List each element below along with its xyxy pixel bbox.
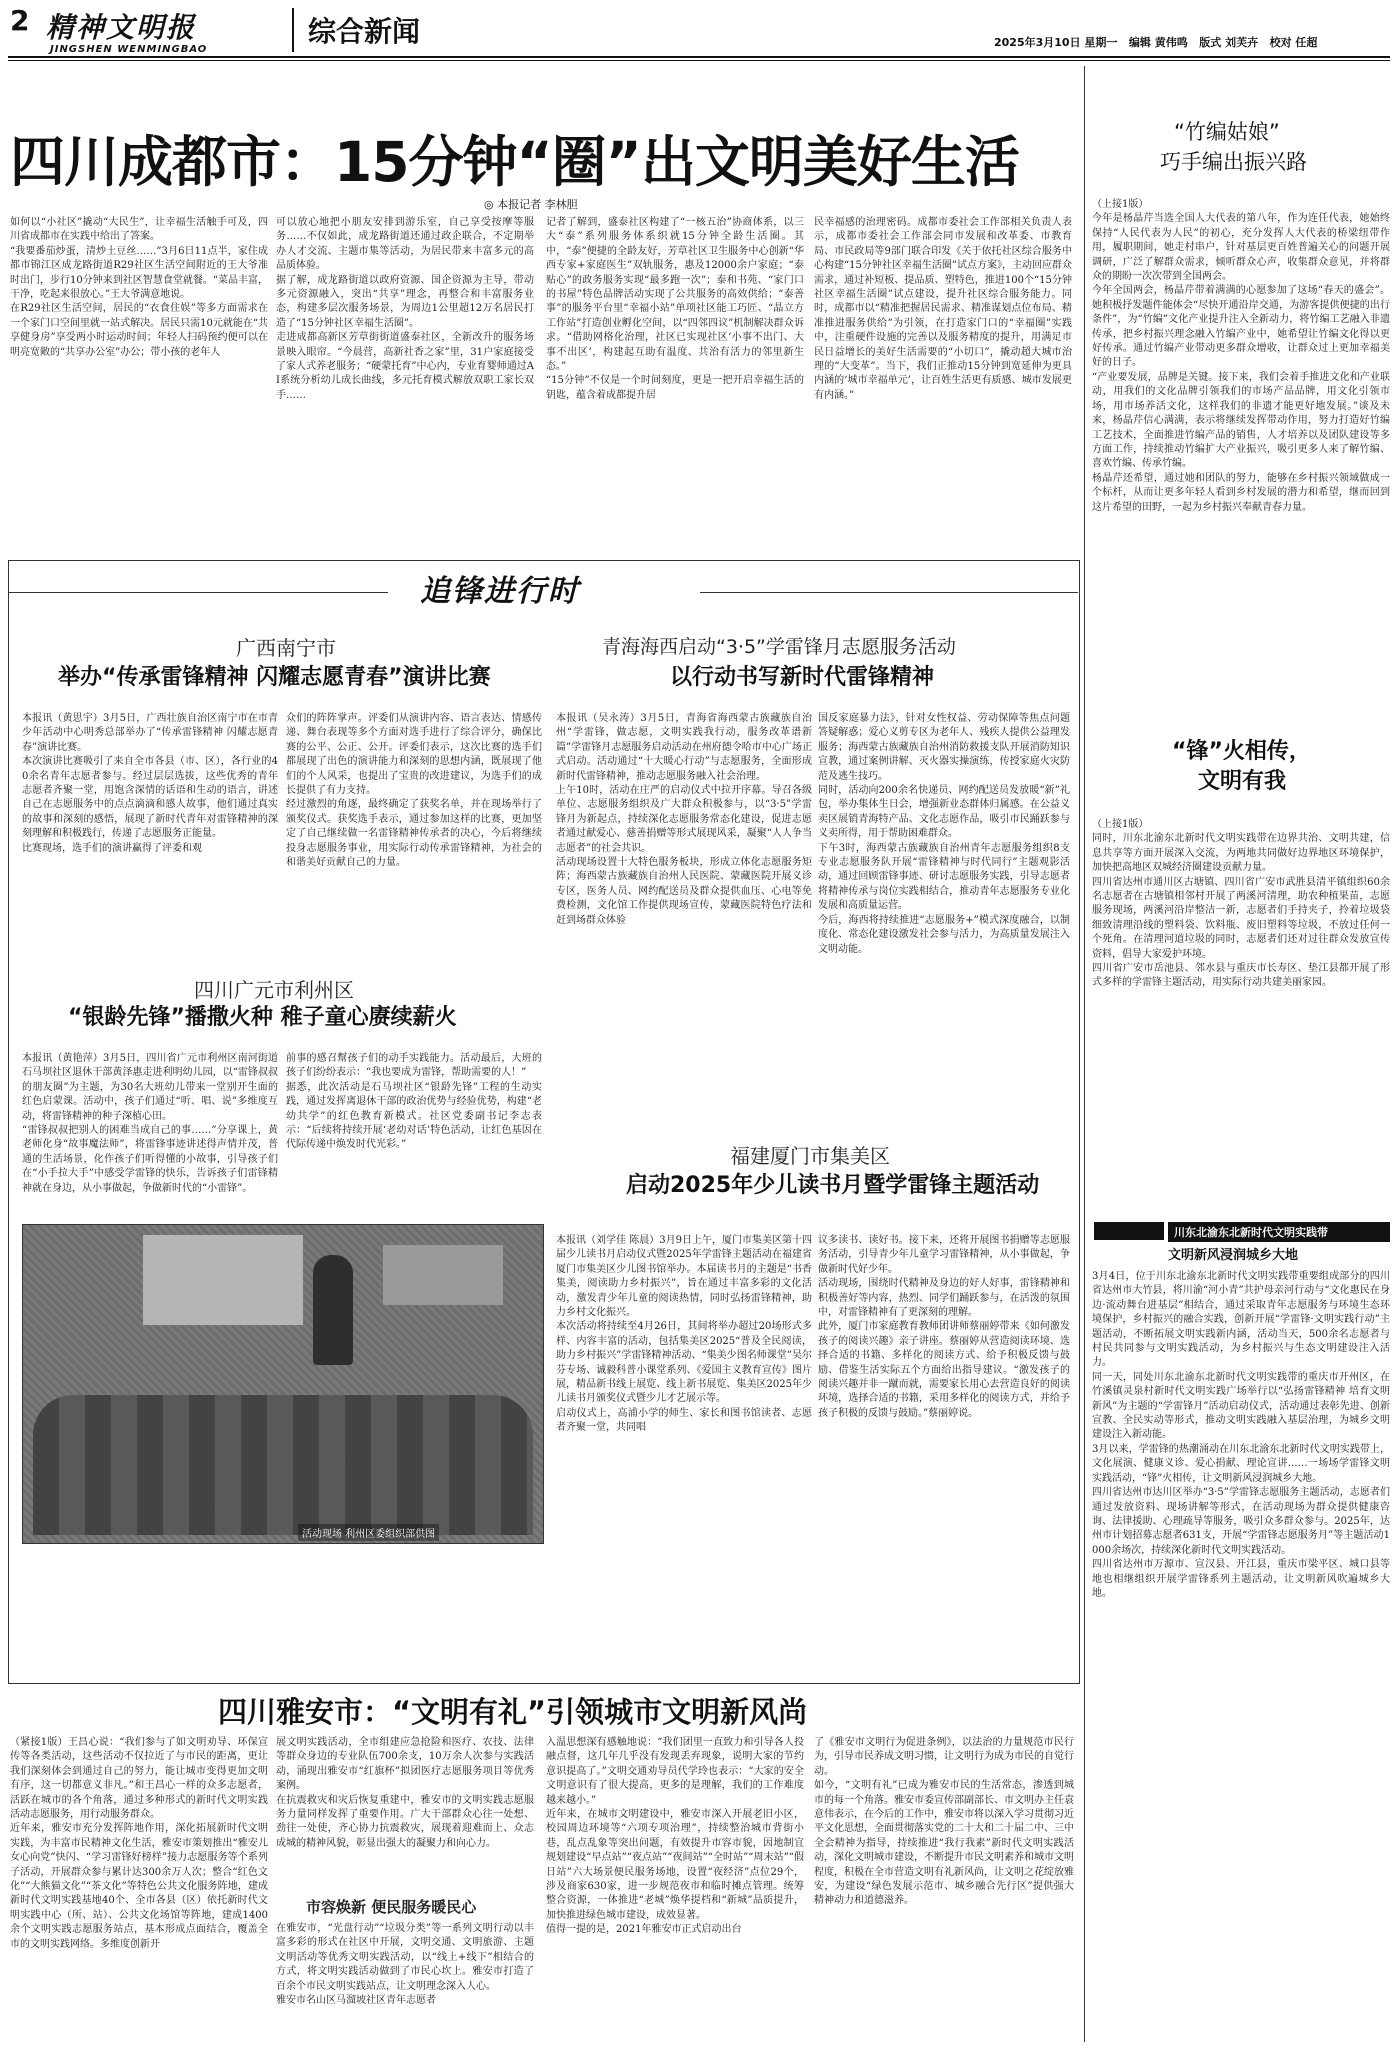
lead-col-4: 民幸福感的治理密码。成都市委社会工作部相关负责人表示，成都市委社会工作部会同市发展和改革委、市教育局、市民政局等9部门联合印发《关于依托社区综合服务中心构建“15分钟社区幸福生活圈”试点方案》，主动回应群众需求，通过补短板、提品质、塑特色，推进100个“15分钟社区幸福生活圈”试点建设，提升社区综合服务能力。同时，成都市以“精准把握居民需求、精准谋划点位布局、精准推进服务供给”为引领，在打造家门口的“幸福圈”实践中，注重硬件设施的完善以及服务精度的提升，用满足市民日益增长的美好生活需要的“小切口”，撬动超大城市治理的“大变革”。当下，我们正推动15分钟到宽延伸为更具内涵的‘城市幸福单元’，让百姓生活更有质感、城市发展更有内涵。” [814,217,1072,401]
page-number: 2 [10,4,30,37]
sidebar-tag-subtitle: 文明新风浸润城乡大地 [1168,1248,1299,1263]
yaan-subhead: 市容焕新 便民服务暖民心 [306,1898,477,1916]
sidebar-story2-body: （上接1版） 同时，川东北渝东北新时代文明实践带在边界共治、文明共建，信息共享等方面开展深入交流，为两地共同做好边界地区环境保护，加快把高地区双城经济圈建设贡献力量。 四川省达州市通川区古塘镇、四川省广安市武胜县清平镇组织60余名志愿者在古塘镇相邻村开展了两溪河清理，助农种植果苗，志愿服务现场，两溪河沿岸整洁一新，志愿者们手持夹子，拎着垃圾袋细致清理沿线的塑料袋、饮料瓶、废旧塑料等垃圾，不放过任何一个死角。在清理河道垃圾的同时，志愿者们还对过往群众发放宣传资料，倡导大家爱护环境。 四川省广安市岳池县、邻水县与重庆市长寿区、垫江县都开展了形式多样的学雷锋主题活动，用实际行动共建美丽家园。 [1092,819,1390,989]
photo-whiteboard [143,1235,303,1325]
masthead: 精神文明报 [46,11,197,44]
editor-text: 编辑 黄伟鸣 [1128,36,1188,49]
sidebar-tag-badge [1094,1222,1164,1240]
lead-col-2: 可以放心地把小朋友安排到游乐室，自己享受按摩等服务……不仅如此，成龙路街道还通过政企联合，不定期举办人才交流、主题市集等活动，为居民带来丰富多元的高品质体验。 据了解，成龙路街道以政府资源、国企资源为主导，带动多元资源融入，突出“共享”理念，再整合和丰富服务业态，构建多层次服务场景，为周边1公里超12万名居民打造了“15分钟社区幸福生活圈”。 走进成都高新区芳草街街道盛泰社区，全新改升的服务场景映入眼帘。“今晨营，高新社香之家”里，31户家庭接受了家人式养老服务；“硬蒙托育”中心内，专业育婴师通过AI系统分析幼儿成长曲线，多元托育模式解放双职工家长双手…… [276,217,534,401]
yaan-col-3: 入温思想深有感触地说：“我们团里一直致力和引导各人投融点督，这几年几乎没有发现丢弃现象，说明大家的节约意识提高了。”文明交通劝导员代学玲也表示：“大家的安全文明意识有了很大提高，更多的是理解，我们的工作难度越来越小。” 近年来，在城市文明建设中，雅安市深入开展老旧小区，校园周边环境等“六项专项治理”，持续整治城市背街小巷，乱点乱象等突出问题，有效提升市容市貌，因地制宜规划建设“早点站”“夜点站”“夜间站”“全时站”“周末站”“假日站”六大场景便民服务场地，设置“夜经济”点位29个，涉及商家630家，进一步规范夜市和临时摊点管理。统筹整合资源，一体推进“老城”焕华提档和“新城”品质提升，加快推进绿色城市建设，成效显著。 值得一提的是，2021年雅安市正式启动出台 [546,1737,804,1936]
photo-banner [383,1245,503,1305]
sidebar-story1-body: （上接1版） 今年是杨晶芹当选全国人大代表的第八年，作为连任代表，她始终保持“人民代表为人民”的初心，充分发挥人大代表的桥梁纽带作用，履职期间，她走村串户，针对基层更百姓普遍关心的问题开展调研，广泛了解群众需求，倾听群众心声，收集群众意见，并将群众的期盼一次次带到全国两会。 今年全国两会，杨晶芹带着满满的心愿参加了这场“春天的盛会”。她积极抒发题件能体会“尽快开通沿岸交通，为游客提供便捷的出行条件”，为“竹编”文化产业提升注入全新动力，将竹编工艺融入非遗传承，把乡村振兴理念融入竹编产业中，她希望让竹编文化得以更好传承。通过竹编产业带动更多群众增收，让群众过上更加幸福美好的日子。 “产业要发展，品牌是关键。接下来，我们会着手推进文化和产业联动，用我们的文化品牌引领我们的市场产品品牌，用文化引领市场，用市场养活文化，这样我们的非遗才能更好地发展。”谈及未来，杨晶芹信心满满，表示将继续发挥带动作用，努力打造好竹编工艺技术，全面推进竹编产品的销售，人才培养以及团队建设等多方面工作，持续推动竹编扩大产业振兴，吸引更多人来了解竹编、喜欢竹编、传承竹编。 杨晶芹还希望，通过她和团队的努力，能够在乡村振兴领域做成一个标杆，从而让更多年轻人看到乡村发展的潜力和希望，继而回到这片希望的田野，一起为乡村振兴奉献青春力量。 [1092,199,1390,513]
story2-headline: 以行动书写新时代雷锋精神 [670,665,935,690]
lead-byline: ◎ 本报记者 李林胆 [484,198,578,211]
story3-col-1: 本报讯（黄艳萍）3月5日，四川省广元市利州区南河街道石马坝社区退休干部黄泽惠走进利明幼儿园，以“雷锋叔叔的朋友圈”为主题，为30名大班幼儿带来一堂别开生面的红色启蒙课。活动中，孩子们通过“听、唱、说”多维度互动，将雷锋精神的种子深植心田。 “雷锋叔叔把别人的困难当成自己的事……”分享课上，黄老师化身“故事魔法师”，将雷锋事迹讲述得声情并茂，普通的生活场景，化作孩子们听得懂的小故事，引导孩子们在“小手拉大手”中感受学雷锋的快乐，告诉孩子们雷锋精神就在身边，从小事做起，争做新时代的“小雷锋”。 [22,1053,278,1194]
story4-col-2: 议多读书、读好书。接下来，还将开展图书捐赠等志愿服务活动，引导青少年儿童学习雷锋精神，从小事做起，争做新时代好少年。 活动现场，围绕时代精神及身边的好人好事，雷锋精神和积极善好等内容，热烈、同学们踊跃参与，在活泼的氛围中，对雷锋精神有了更深刻的理解。 此外，厦门市家庭教育教师团讲师蔡丽婷带来《如何激发孩子的阅读兴趣》亲子讲座。蔡丽婷从营造阅读环境、选择合适的书籍、多样化的阅读方式、给予积极反馈与鼓励、借鉴生活实际五个方面给出指导建议。“激发孩子的阅读兴趣并非一蹴而就，需要家长用心去营造良好的阅读环境，选择合适的书籍，采用多样化的阅读方式，并给予孩子积极的反馈与鼓励。”蔡丽婷说。 [818,1235,1070,1419]
header-rule-thin [8,60,1390,61]
story1-kicker: 广西南宁市 [236,636,336,660]
story2-col-1: 本报讯（吴永涛）3月5日，青海省海西蒙古族藏族自治州“学雷锋，做志愿，文明实践我行动，服务改革谱新篇”学雷锋月志愿服务启动活动在州府德令哈市中心广场正式启动。活动通过“十大暖心行动”与志愿服务，全面形成新时代雷锋精神，推动志愿服务融入社会治理。 上午10时，活动在庄严的启动仪式中拉开序幕。导召各级单位、志愿服务组织及广大群众积极参与，以“3·5”学雷锋月为新起点，持续深化志愿服务常态化建设，促进志愿者通过献爱心、慈善捐赠等形式展现风采，凝聚“人人争当志愿者”的社会共识。 活动现场设置十大特色服务板块，形成立体化志愿服务矩阵；海西蒙古族藏族自治州人民医院、蒙藏医院开展义诊专区，医务人员、网约配送员及群众提供血压、心电等免费检测，文化馆工作提供现场宣传，蒙藏医院特色疗法和赶到场群众体验 [556,713,812,926]
date-line [994,34,1317,50]
photo-children-row [33,1395,533,1535]
story3-kicker: 四川广元市利州区 [194,978,354,1002]
yaan-col-1: （紧接1版）王昌心说：“我们参与了如文明劝导、环保宣传等各类活动，这些活动不仅拉近了与市民的距离，更让我们深刻体会到通过自己的努力，能让城市变得更加文明有序，这一切都意义非凡。”和王昌心一样的众多志愿者，活跃在城市的各个角落，通过多种形式的新时代文明实践活动志愿服务，用行动服务群众。 近年来，雅安市充分发挥阵地作用，深化拓展新时代文明实践，为丰富市民精神文化生活，雅安市策划推出“雅安儿女心向党”快闪、“学习雷锋好榜样”接力志愿服务等个系列子活动，开展群众参与累计达300余万人次；整合“红色文化”“大熊猫文化”“茶文化”等特色公共文化服务阵地，建成新时代文明实践基地40个、全市各县（区）依托新时代文明实践中心（所、站）、公共文化场馆等阵地，建成1400余个文明实践志愿服务站点，基本形成点面结合，覆盖全市的文明实践网络。多维度创新开 [10,1737,268,1950]
story1-col-2: 众们的阵阵掌声。评委们从演讲内容、语言表达、情感传递、舞台表现等多个方面对选手进行了综合评分，确保比赛的公平、公正、公开。评委们表示，这次比赛的选手们都展现了出色的演讲能力和深刻的思想内涵，既展现了他们的个人风采，也提出了宝贵的改进建议，为选手们的成长提供了有力支持。 经过激烈的角逐，最终确定了获奖名单，并在现场举行了颁奖仪式。获奖选手表示，通过参加这样的比赛，更加坚定了自己继续做一名雷锋精神传承者的决心，今后将继续投身志愿服务事业，用实际行动传承雷锋精神，为社会的和谐美好贡献自己的力量。 [286,713,542,869]
sidebar-story2-title-1: “锋”火相传， [1172,739,1311,764]
lead-headline: 四川成都市：15分钟“圈”出文明美好生活 [10,130,1019,194]
photo-teacher-figure [313,1255,353,1365]
section-title: 综合新闻 [308,15,421,48]
yaan-col-2b: 在雅安市，“光盘行动”“垃圾分类”等一系列文明行动以丰富多彩的形式在社区中开展，文明交通、文明旅游、主题文明活动等优秀文明实践活动，以“线上+线下”相结合的方式，将文明实践活动做到了市民心坎上。雅安市打造了百余个市民文明实践站点，让文明理念深入人心。 雅安市名山区马溜坡社区青年志愿者 [276,1923,534,2007]
date-text: 2025年3月10日 星期一 [994,36,1118,49]
zhuifeng-banner: 追锋进行时 [420,574,580,609]
photo-caption: 活动现场 利州区委组织部供图 [298,1524,439,1541]
layout-text: 版式 刘芙卉 [1199,36,1259,49]
story2-col-2: 国反家庭暴力法》，针对女性权益、劳动保障等焦点问题答疑解惑；爱心义剪专区为老年人、残疾人提供公益理发服务；海西蒙古族藏族自治州消防救援支队开展消防知识宣教，通过案例讲解、灭火器实操演练，传授家庭火灾防范及逃生技巧。 同时，活动向200余名快递员、网约配送员发放暖“新”礼包，举办集体生日会，增强新业态群体归属感。在公益义卖区展销青海特产品、文化志愿作品，吸引市民踊跃参与义卖所得，用于帮助困难群众。 下午3时，海西蒙古族藏族自治州青年志愿服务组织8支专业志愿服务队开展“雷锋精神与时代同行”主题观影活动，通过回顾雷锋事迹、研讨志愿服务实践，引导志愿者将精神传承与岗位实践相结合，推动青年志愿服务专业化发展和高质量运营。 今后，海西将持续推进“志愿服务+”模式深度融合，以制度化、常态化建设激发社会参与活力，为高质量发展注入文明动能。 [818,713,1070,955]
sidebar-story2-title-2: 文明有我 [1198,769,1287,794]
story4-col-1: 本报讯（刘学佳 陈晨）3月9日上午，厦门市集美区第十四届少儿读书月启动仪式暨2025年学雷锋主题活动在福建省厦门市集美区少儿图书馆举办。本届读书月的主题是“书香集美，阅读助力乡村振兴”，旨在通过丰富多彩的文化活动，激发青少年儿童的阅读热情，同时弘扬雷锋精神，助力乡村文化振兴。 本次活动将持续至4月26日，其间将举办超过20场形式多样、内容丰富的活动，包括集美区2025“普及全民阅读，助力乡村振兴”学雷锋精神活动、“集美少图名师课堂”吴尔芬专场、诚毅科普小课堂系列、《爱国主义教育宣传》图片展，精品新书线上展览、线上新书展览、集美区2025年少儿读书月颁奖仪式暨少儿才艺展示等。 启动仪式上，高浦小学的师生、家长和图书馆读者、志愿者齐聚一堂，共同唱 [556,1235,812,1434]
sidebar-tag: 川东北渝东北新时代文明实践带 [1168,1222,1390,1242]
sidebar-story3-body: 3月4日，位于川东北渝东北新时代文明实践带重要组成部分的四川省达州市大竹县，将川渝“河小青”共护母亲河行动与“文化惠民在身边·流动舞台进基层”相结合，通过采取青年志愿服务与环境生态环境保护，乡村振兴的融合实践，创新开展“学雷锋·文明实践行动”主题活动，不断拓展文明实践新内涵，活动当天，500余名志愿者与村民共同参与文明实践活动，为乡村振兴与生态文明建设注入活力。 同一天，同处川东北渝东北新时代文明实践带的重庆市开州区，在竹溪镇灵泉村新时代文明实践广场举行以“弘扬雷锋精神 培育文明新风”为主题的“学雷锋月”活动启动仪式，活动通过表彰先进、创新宣教、全民实动等形式，推动文明实践融入基层治理，为城乡文明建设注入新动能。 3月以来，学雷锋的热潮涌动在川东北渝东北新时代文明实践带上，文化展演、健康义诊、爱心捐献、理论宣讲……一场场学雷锋文明实践活动，“锋”火相传，让文明新风浸润城乡大地。 四川省达州市达川区举办“3·5”学雷锋志愿服务主题活动，志愿者们通过发放资料、现场讲解等形式，在活动现场为群众提供健康咨询、法律援助、心理疏导等服务，吸引众多群众参与。2025年，达州市计划招募志愿者631支，开展“学雷锋志愿服务月”等主题活动1000余场次，持续深化新时代文明实践活动。 四川省达州市万源市、宣汉县、开江县，重庆市梁平区、城口县等地也相继组织开展学雷锋系列主题活动，让文明新风吹遍城乡大地。 [1092,1271,1390,1599]
story3-col-2: 前事的感召幫孩子们的动手实践能力。活动最后，大班的孩子们纷纷表示：“我也要成为雷锋，帮助需要的人！” 据悉，此次活动是石马坝社区“银龄先锋”工程的生动实践，通过发挥离退休干部的政治优势与经验优势，构建“老幼共学”的红色教育新模式。社区党委副书记李志表示：“后续将持续开展‘老幼对话’特色活动，让红色基因在代际传递中焕发时代光彩。” [286,1053,542,1151]
yaan-headline: 四川雅安市：“文明有礼”引领城市文明新风尚 [218,1695,808,1729]
yaan-col-2: 展文明实践活动，全市组建应急抢险和医疗、农技、法律等群众身边的专业队伍700余支，10万余人次参与实践活动，涌现出雅安市“红旗杯”拟团医疗志愿服务项目等优秀案例。 在抗震救灾和灾后恢复重建中，雅安市的文明实践志愿服务力量同样发挥了重要作用。广大干部群众心往一处想、劲往一处使，齐心协力抗震救灾，展现着迎难而上、众志成城的精神风貌，彰显出强大的凝聚力和向心力。 [276,1737,534,1849]
zhuifeng-rule-left [8,592,388,593]
sidebar-divider [1084,66,1085,2042]
lead-col-3: 记者了解到，盛泰社区构建了“一核五治”协商体系，以三大“泰”系列服务体系织就15分钟全龄生活圈。其中，“泰”便捷的全龄友好，芳草社区卫生服务中心创新“华西专家+家庭医生”双轨服务，惠及12000余户家庭；“泰贴心”的政务服务实现“最多跑一次”；泰和书苑、“家门口的书屋”特色品牌活动实现了公共服务的高效供给；“泰善事”的服务平台里“幸福小站”单项社区能工巧匠、“晶立方工作站”打造创业孵化空间，以“四邻四议”机制解决群众诉求。“借助网格化治理，社区已实现社区‘小事不出门、大事不出区’，构建起互助有温度、共治有活力的邻里新生态。” “15分钟”不仅是一个时间刻度，更是一把开启幸福生活的钥匙，蕴含着成都提升居 [546,217,804,401]
masthead-pinyin: JINGSHEN WENMINGBAO [50,44,208,55]
story4-headline: 启动2025年少儿读书月暨学雷锋主题活动 [626,1173,1040,1198]
story1-headline: 举办“传承雷锋精神 闪耀志愿青春”演讲比赛 [58,665,491,690]
yaan-col-4: 了《雅安市文明行为促进条例》，以法治的力量规范市民行为，引导市民养成文明习惯，让文明行为成为市民的自觉行动。 如今，“文明有礼”已成为雅安市民的生活常态，渗透到城市的每一个角落。雅安市委宣传部副部长、市文明办主任袁意伟表示，在今后的工作中，雅安市将以深入学习贯彻习近平文化思想，全面贯彻落实党的二十大和二十届二中、三中全会精神为指导，持续推进“我行我素”新时代文明实践活动，深化文明城市建设，不断提升市民文明素养和城市文明程度，积极在全市营造文明有礼新风尚，让文明之花绽放雅安，为建设“绿色发展示范市、城乡融合先行区”提供强大精神动力和道德滋养。 [814,1737,1074,1907]
sidebar-story1-title-1: “竹编姑娘” [1174,120,1280,144]
story1-col-1: 本报讯（黄思宇）3月5日，广西壮族自治区南宁市在市青少年活动中心明秀总部举办了“传承雷锋精神 闪耀志愿青春”演讲比赛。 本次演讲比赛吸引了来自全市各县（市、区），各行业的40余名青年志愿者参与。经过层层选拔，这些优秀的青年志愿者齐聚一堂，用饱含深情的话语和生动的语言，讲述自己在志愿服务中的点点滴滴和感人故事，他们通过真实的故事和深刻的感悟，展现了新时代青年对雷锋精神的深刻理解和积极践行，传递了志愿服务正能量。 比赛现场，选手们的演讲赢得了评委和观 [22,713,278,854]
story4-kicker: 福建厦门市集美区 [730,1144,890,1168]
lead-col-1: 如何以“小社区”撬动“大民生”，让幸福生活触手可及，四川省成都市在实践中给出了答案。 “我要番茄炒蛋，清炒土豆丝……”3月6日11点半，家住成都市锦江区成龙路街道R29社区生活空间附近的王大爷准时出门，步行10分钟来到社区智慧食堂就餐。“菜品丰富，干净，吃起来很放心。”王大爷满意地说。 在R29社区生活空间，居民的“衣食住娱”等多方面需求在一个家门口空间里就一站式解决。居民只需10元就能在“共享健身房”享受两小时运动时间；年轻人扫码预约便可以在明亮宽敞的“共享办公室”办公；带小孩的老年人 [10,217,268,358]
header-rule [8,56,1390,58]
zhuifeng-rule-right [700,592,1078,593]
story2-kicker: 青海海西启动“3·5”学雷锋月志愿服务活动 [602,636,956,658]
proof-text: 校对 任超 [1269,36,1318,49]
masthead-divider [292,8,294,52]
story3-headline: “银龄先锋”播撒火种 稚子童心赓续薪火 [68,1005,457,1030]
sidebar-story1-title-2: 巧手编出振兴路 [1160,150,1307,174]
kindergarten-photo [22,1224,544,1544]
